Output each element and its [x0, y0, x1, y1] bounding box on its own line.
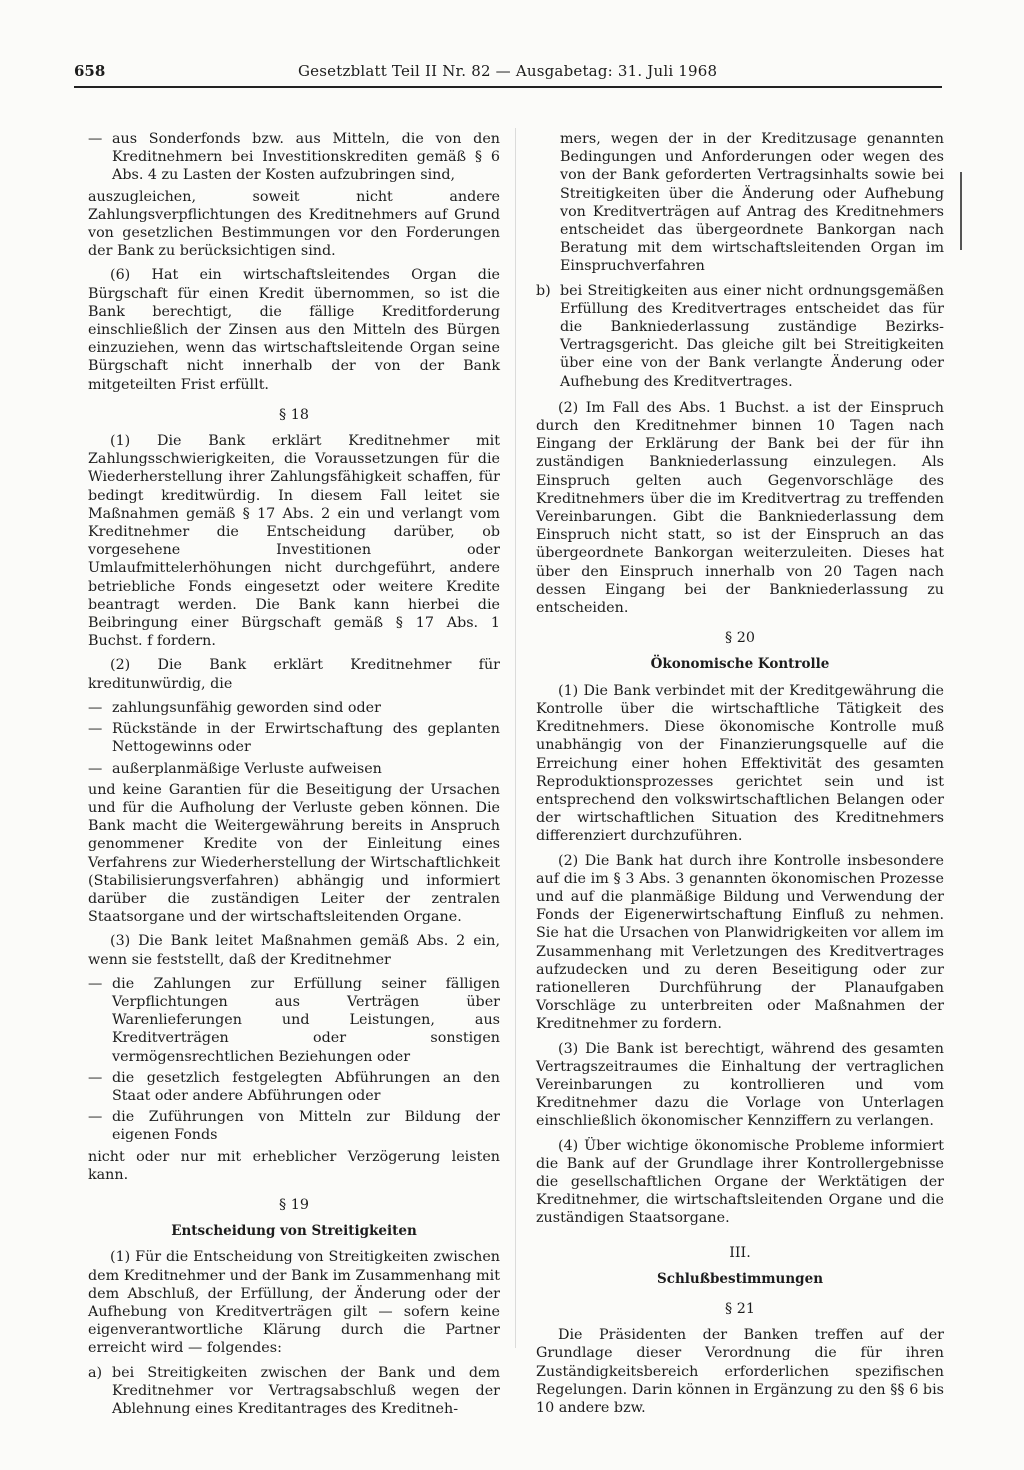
list-item: — die gesetzlich festgelegten Abführungen an den Staat oder andere Abführungen oder [88, 1069, 500, 1104]
list-item: — Rückstände in der Erwirtschaftung des geplanten Nettogewinns oder [88, 721, 500, 756]
list-item: — die Zahlungen zur Erfüllung seiner fälligen Verpflichtungen aus Verträgen über Warenlieferungen und Leistungen, aus Kreditverträgen oder sonstigen vermögensrechtlichen Beziehungen oder [88, 975, 500, 1065]
section-title-20: Ökonomische Kontrolle [650, 656, 830, 673]
letter-marker: a) [88, 1364, 103, 1381]
letter-marker: b) [536, 282, 551, 299]
section-heading-20: § 20 [725, 630, 755, 647]
right-column [536, 130, 944, 1423]
paragraph: (1) Die Bank verbindet mit der Kreditgewährung die Kontrolle über die wirtschaftliche Tätigkeit des Kreditnehmers. Diese ökonomische Kontrolle muß unabhängig von der Finanzierungsquelle auf die Erreichung einer hohen Effektivität des gesamten Reproduktionsprozesses gerichtet sein und ist entsprechend den volkswirtschaftlichen Belangen oder der wirtschaftlichen Situation des Kreditnehmers differenziert durchzuführen. [536, 682, 944, 845]
list-item: b) bei Streitigkeiten aus einer nicht ordnungsgemäßen Erfüllung des Kreditvertrages entscheidet das für die Bankniederlassung zuständige Bezirks-Vertragsgericht. Das gleiche gilt bei Streitigkeiten über eine von der Bank verlangte Änderung oder Aufhebung des Kreditvertrages. [536, 282, 944, 390]
margin-mark [960, 172, 962, 250]
paragraph: (6) Hat ein wirtschaftsleitendes Organ die Bürgschaft für einen Kredit übernommen, so ist die Bank berechtigt, die fällige Kreditforderung einschließlich der Zinsen aus den Mitteln des Bürgen einzuziehen, wenn das wirtschaftsleitende Organ seine Bürgschaft nicht innerhalb der von der Bank mitgeteilten Frist erfüllt. [88, 267, 500, 393]
part-title: Schlußbestimmungen [656, 1270, 824, 1287]
paragraph: (1) Die Bank erklärt Kreditnehmer mit Zahlungsschwierigkeiten, die Voraussetzungen für die Wiederherstellung ihrer Zahlungsfähigkeit schaffen, für bedingt kreditwürdig. In diesem Fall leitet sie Maßnahmen gemäß § 17 Abs. 2 ein und verlangt vom Kreditnehmer die Entscheidung darüber, ob vorgesehene Investitionen oder Umlaufmittelerhöhungen nicht durchgeführt, andere betriebliche Fonds eingesetzt oder weitere Kredite beantragt werden. Die Bank kann hierbei die Beibringung einer Bürgschaft gemäß § 17 Abs. 1 Buchst. f fordern. [88, 433, 500, 650]
list-item-continued: mers, wegen der in der Kreditzusage genannten Bedingungen und Anforderungen oder wegen des von der Bank geforderten Vertragsinhalts sowie bei Streitigkeiten über die Änderung oder Aufhebung von Kreditverträgen auf Antrag des Kreditnehmers entscheidet das übergeordnete Bankorgan nach Beratung mit dem wirtschaftsleitenden Organ im Einspruchverfahren [560, 131, 944, 275]
section-heading-21: § 21 [725, 1300, 755, 1317]
section-heading-19: § 19 [279, 1196, 309, 1213]
paragraph: auszugleichen, soweit nicht andere Zahlungsverpflichtungen des Kreditnehmers auf Grund von gesetzlichen Bestimmungen vor den Forderungen der Bank zu berücksichtigen sind. [88, 188, 500, 260]
page-header [74, 62, 942, 88]
paragraph: und keine Garantien für die Beseitigung der Ursachen und für die Aufholung der Verluste geben können. Die Bank macht die Weitergewährung bereits in Anspruch genommener Kredite von der Einleitung eines Verfahrens zur Wiederherstellung der Wirtschaftlichkeit (Stabilisierungsverfahren) abhängig und informiert darüber die zuständigen Leiter der zentralen Staatsorgane und der wirtschaftsleitenden Organe. [88, 781, 500, 926]
paragraph: (1) Für die Entscheidung von Streitigkeiten zwischen dem Kreditnehmer und der Bank im Zusammenhang mit dem Abschluß, der Erfüllung, der Änderung oder der Aufhebung von Kreditverträgen gilt — sofern keine eigenverantwortliche Klärung durch die Partner erreicht wird — folgendes: [88, 1249, 500, 1357]
paragraph: (3) Die Bank leitet Maßnahmen gemäß Abs. 2 ein, wenn sie feststellt, daß der Kreditnehmer [88, 933, 500, 968]
paragraph: (2) Im Fall des Abs. 1 Buchst. a ist der Einspruch durch den Kreditnehmer binnen 10 Tagen nach Eingang der Erklärung der Bank bei der für ihn zuständigen Bankniederlassung einzulegen. Als Einspruch gelten auch Gegenvorschläge des Kreditnehmers über die im Kreditvertrag zu treffenden Vereinbarungen. Gibt die Bankniederlassung dem Einspruch nicht statt, so ist der Einspruch an das übergeordnete Bankorgan weiterzuleiten. Dieses hat über den Einspruch innerhalb von 20 Tagen nach dessen Eingang bei der Bankniederlassung zu entscheiden. [536, 399, 944, 617]
list-item: — die Zuführungen von Mitteln zur Bildung der eigenen Fonds [88, 1109, 500, 1144]
page-number: 658 [74, 62, 106, 80]
list-item: — aus Sonderfonds bzw. aus Mitteln, die von den Kreditnehmern bei Investitionskrediten gemäß § 6 Abs. 4 zu Lasten der Kosten aufzubringen sind, [88, 131, 500, 184]
list-item: — zahlungsunfähig geworden sind oder [88, 699, 381, 716]
paragraph: (3) Die Bank ist berechtigt, während des gesamten Vertragszeitraumes die Einhaltung der vertraglichen Vereinbarungen zu kontrollieren und vom Kreditnehmer dazu die Vorlage von Unterlagen einschließlich ökonomischer Kennziffern zu verlangen. [536, 1040, 944, 1130]
list-item: a) bei Streitigkeiten zwischen der Bank und dem Kreditnehmer vor Vertragsabschluß wegen der Ablehnung eines Kreditantrages des Kreditneh- [88, 1364, 500, 1417]
gazette-title: Gesetzblatt Teil II Nr. 82 — Ausgabetag: 31. Juli 1968 [298, 62, 718, 80]
left-column [88, 130, 500, 1421]
paragraph: Die Präsidenten der Banken treffen auf der Grundlage dieser Verordnung die für ihren Zuständigkeitsbereich erforderlichen spezifischen Regelungen. Darin können in Ergänzung zu den §§ 6 bis 10 andere bzw. [536, 1327, 944, 1416]
paragraph: (4) Über wichtige ökonomische Probleme informiert die Bank auf der Grundlage ihrer Kontrollergebnisse die gesellschaftlichen Organe der Werktätigen der Kreditnehmer, die wirtschaftsleitenden Organe und die zuständigen Staatsorgane. [536, 1137, 944, 1227]
paragraph: nicht oder nur mit erheblicher Verzögerung leisten kann. [88, 1148, 500, 1183]
dash-marker: — [88, 131, 103, 147]
column-divider [515, 128, 516, 1348]
paragraph: (2) Die Bank hat durch ihre Kontrolle insbesondere auf die im § 3 Abs. 3 genannten ökonomischen Prozesse und auf die planmäßige Bildung und Verwendung der Fonds der Eigenerwirtschaftung Einfluß zu nehmen. Sie hat die Ursachen von Planwidrigkeiten vor allem im Zusammenhang mit Verletzungen des Kreditvertrages aufzudecken und zu deren Beseitigung oder zur rationelleren Durchführung der Planaufgaben Vorschläge zu unterbreiten oder Maßnahmen der Kreditnehmer zu fordern. [536, 852, 944, 1033]
part-heading: III. [729, 1244, 751, 1261]
section-title-19: Entscheidung von Streitigkeiten [171, 1223, 417, 1240]
list-item: — außerplanmäßige Verluste aufweisen [88, 760, 382, 777]
section-heading-18: § 18 [279, 406, 309, 423]
paragraph: (2) Die Bank erklärt Kreditnehmer für kreditunwürdig, die [88, 657, 500, 692]
